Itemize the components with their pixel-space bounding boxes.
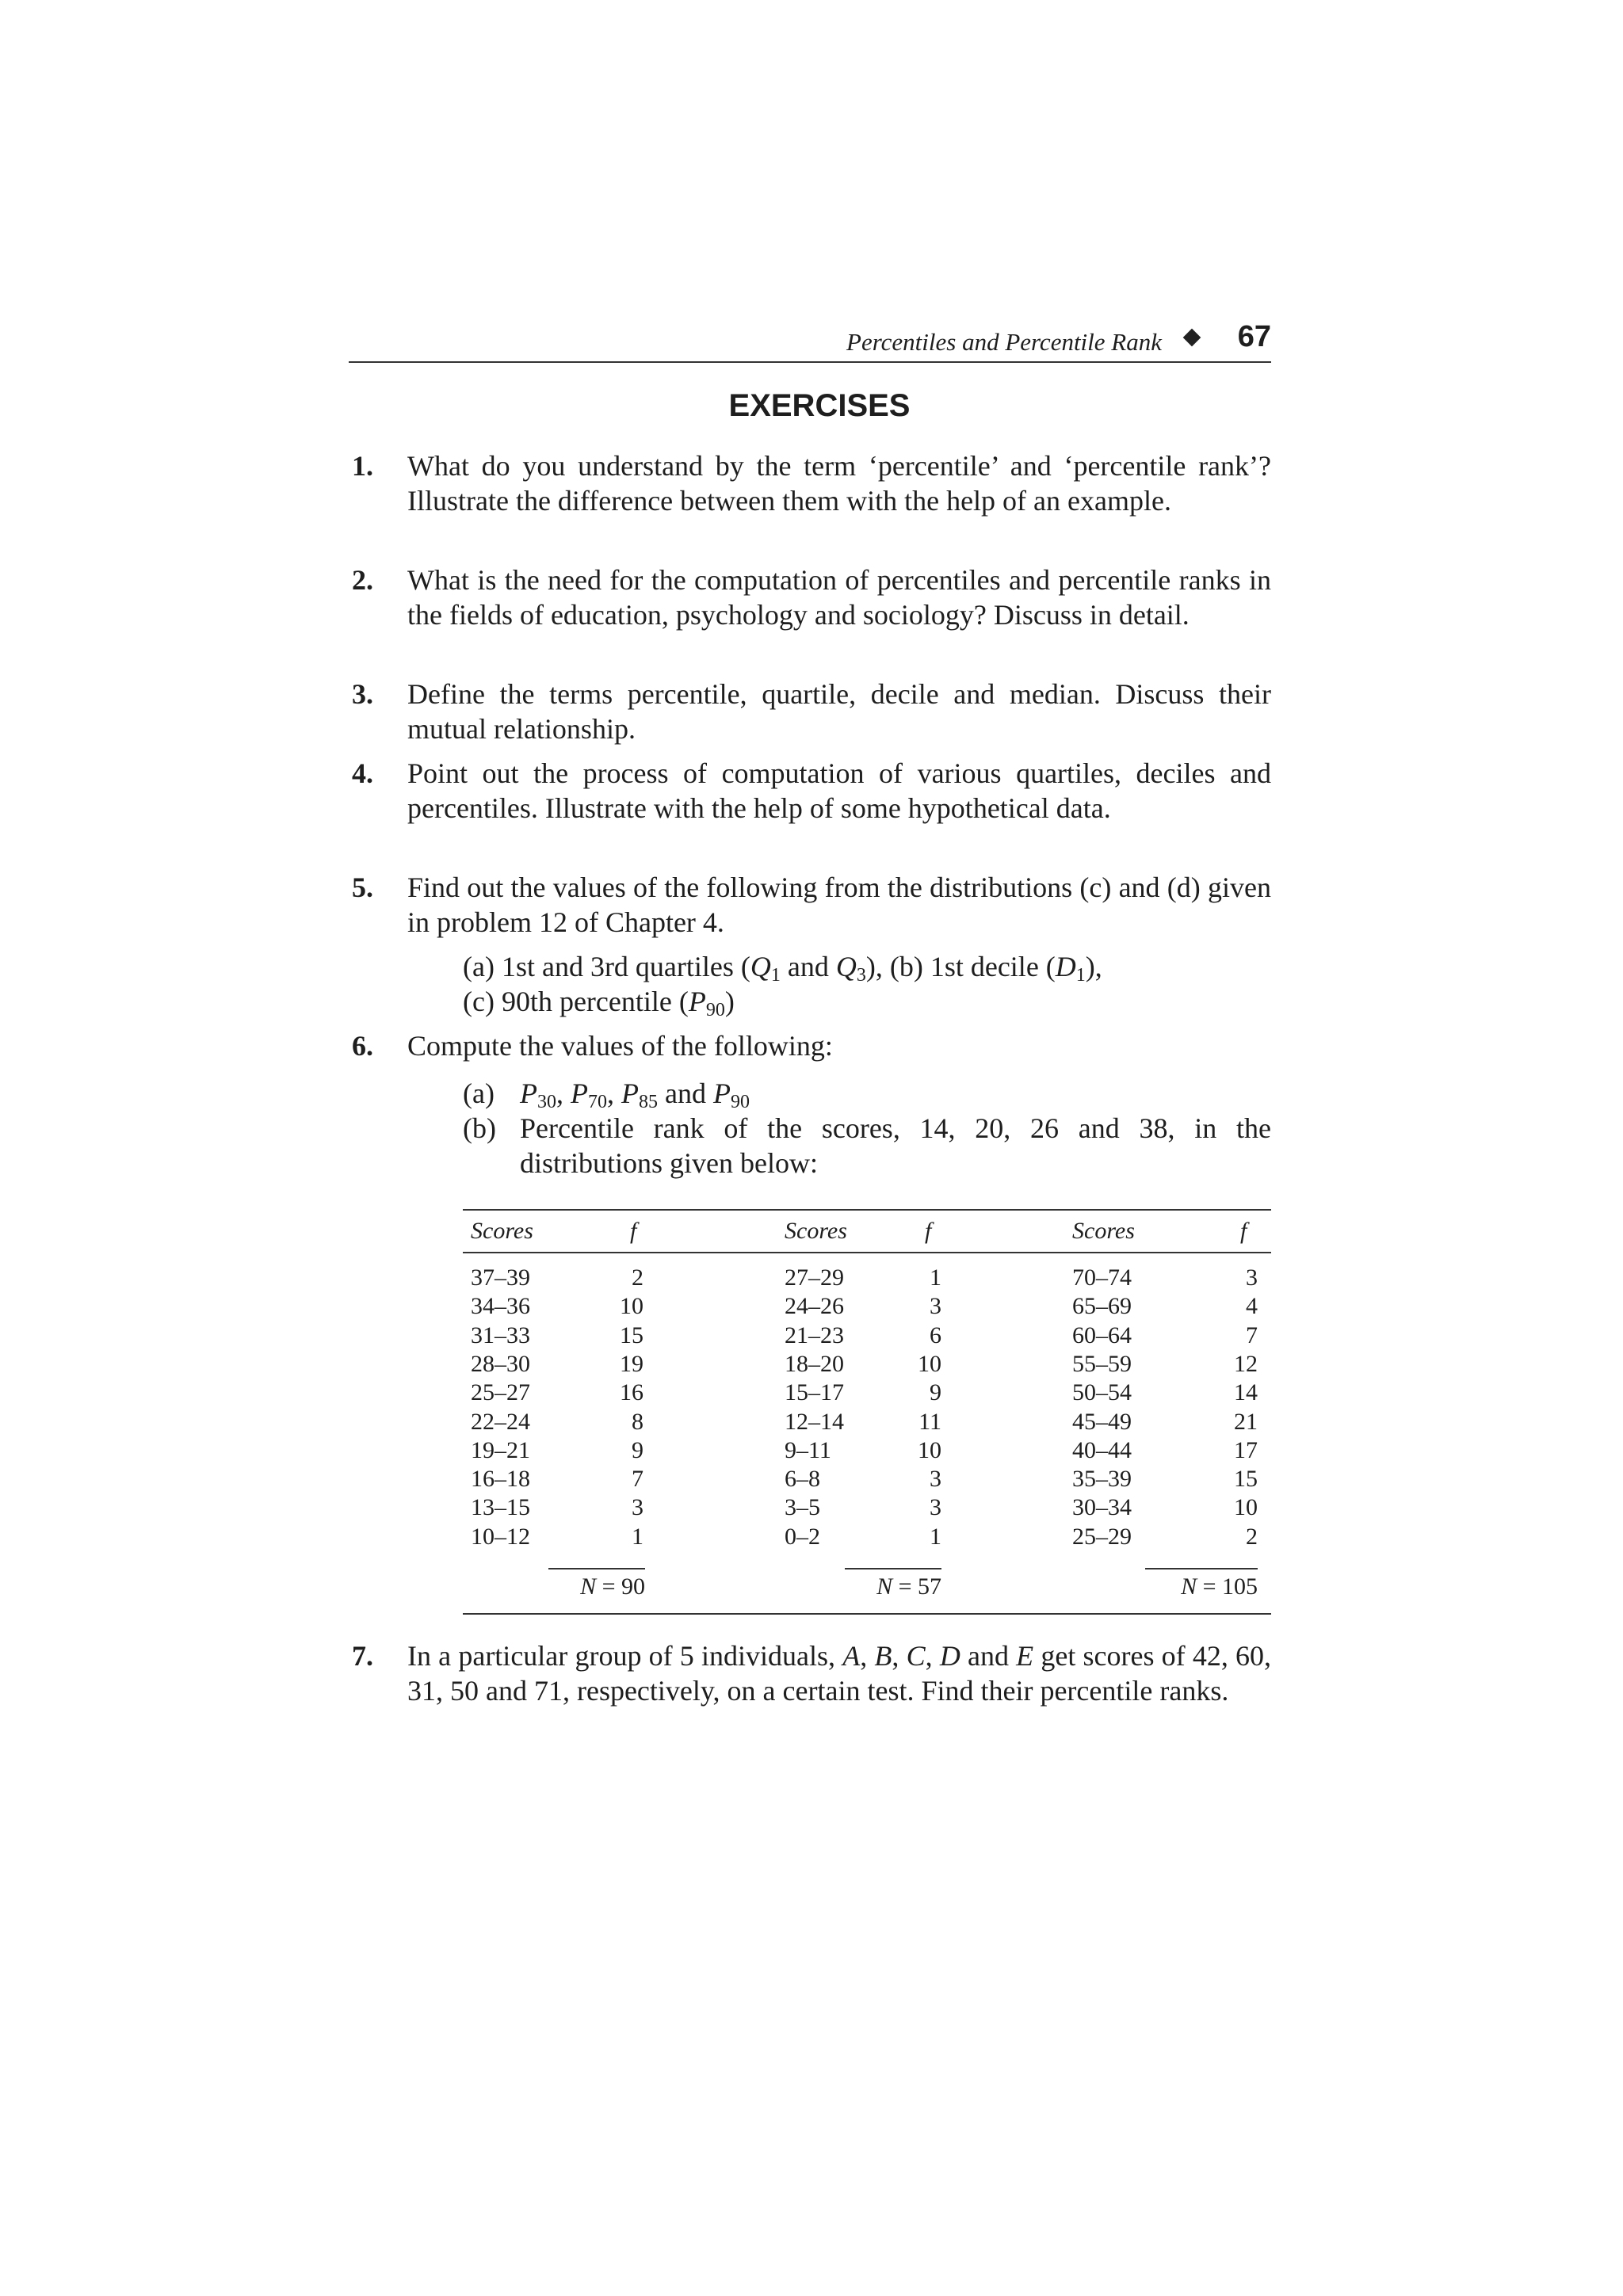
frequency-cell: 14 xyxy=(1234,1379,1258,1406)
frequency-cell: 10 xyxy=(918,1436,941,1463)
running-title: Percentiles and Percentile Rank xyxy=(846,328,1162,356)
header-f-2: f xyxy=(925,1218,932,1244)
sum-rule-3 xyxy=(1145,1568,1258,1569)
frequency-cell: 3 xyxy=(930,1293,941,1320)
exercise-text: Define the terms percentile, quartile, decile and median. Discuss their mutual relationship. xyxy=(407,678,1271,745)
sum-rule-1 xyxy=(548,1568,645,1569)
frequency-cell: 1 xyxy=(632,1523,643,1550)
score-range-cell: 22–24 xyxy=(471,1408,530,1435)
frequency-cell: 7 xyxy=(1246,1322,1258,1348)
frequency-cell: 3 xyxy=(930,1494,941,1521)
score-range-cell: 15–17 xyxy=(785,1379,844,1406)
table-bottom-rule xyxy=(463,1613,1271,1615)
score-range-cell: 40–44 xyxy=(1072,1436,1132,1463)
exercise-6a-label: (a) xyxy=(463,1077,495,1109)
frequency-cell: 10 xyxy=(620,1293,643,1320)
frequency-cell: 12 xyxy=(1234,1350,1258,1377)
score-range-cell: 3–5 xyxy=(785,1494,820,1521)
score-range-cell: 18–20 xyxy=(785,1350,844,1377)
frequency-cell: 11 xyxy=(918,1408,941,1435)
score-range-cell: 12–14 xyxy=(785,1408,844,1435)
score-range-cell: 13–15 xyxy=(471,1494,530,1521)
header-f-3: f xyxy=(1240,1218,1247,1244)
score-range-cell: 27–29 xyxy=(785,1264,844,1291)
exercise-6b-label: (b) xyxy=(463,1112,496,1144)
frequency-cell: 9 xyxy=(632,1436,643,1463)
diamond-icon xyxy=(1183,329,1201,347)
exercise-number: 7. xyxy=(352,1640,373,1672)
exercise-text: Find out the values of the following from the distributions (c) and (d) given in problem 12 of Chapter 4. xyxy=(407,871,1271,938)
frequency-cell: 3 xyxy=(1246,1264,1258,1291)
running-header xyxy=(349,317,1271,363)
frequency-cell: 15 xyxy=(620,1322,643,1348)
exercise-2 xyxy=(352,563,1271,632)
exercise-text: In a particular group of 5 individuals, A, B, C, D and E get scores of 42, 60, 31, 50 and 71, respectively, on a certain test. Find their percentile ranks. xyxy=(407,1640,1272,1707)
frequency-cell: 17 xyxy=(1234,1436,1258,1463)
exercise-5-line-1: (a) 1st and 3rd quartiles ($Q_1$ and $Q_3$), (b) 1st decile $(D_1)$, xyxy=(463,951,1102,986)
total-n-2: N = 57 xyxy=(876,1573,941,1600)
table-header-rule xyxy=(463,1252,1271,1253)
exercise-text: Compute the values of the following: xyxy=(407,1030,833,1062)
score-range-cell: 10–12 xyxy=(471,1523,530,1550)
table-top-rule xyxy=(463,1209,1271,1211)
page-number: 67 xyxy=(1237,320,1271,353)
exercise-text: Point out the process of computation of various quartiles, deciles and percentiles. Illustrate with the help of some hypothetical data. xyxy=(407,757,1271,824)
total-n-3: N = 105 xyxy=(1181,1573,1258,1600)
score-range-cell: 35–39 xyxy=(1072,1466,1132,1493)
score-range-cell: 21–23 xyxy=(785,1322,844,1348)
score-range-cell: 24–26 xyxy=(785,1293,844,1320)
frequency-cell: 2 xyxy=(632,1264,643,1291)
exercise-6 xyxy=(352,1028,1271,1063)
score-range-cell: 60–64 xyxy=(1072,1322,1132,1348)
score-range-cell: 30–34 xyxy=(1072,1494,1132,1521)
score-range-cell: 16–18 xyxy=(471,1466,530,1493)
frequency-cell: 1 xyxy=(930,1523,941,1550)
exercise-3 xyxy=(352,677,1271,746)
frequency-cell: 6 xyxy=(930,1322,941,1348)
frequency-cell: 3 xyxy=(632,1494,643,1521)
frequency-cell: 1 xyxy=(930,1264,941,1291)
score-range-cell: 9–11 xyxy=(785,1436,831,1463)
score-range-cell: 28–30 xyxy=(471,1350,530,1377)
exercises-heading: EXERCISES xyxy=(728,388,911,423)
header-f-1: f xyxy=(630,1218,637,1244)
frequency-cell: 10 xyxy=(918,1350,941,1377)
frequency-cell: 19 xyxy=(620,1350,643,1377)
frequency-cell: 9 xyxy=(930,1379,941,1406)
score-range-cell: 31–33 xyxy=(471,1322,530,1348)
exercise-text: What is the need for the computation of percentiles and percentile ranks in the fields of education, psychology and sociology? Discuss in detail. xyxy=(407,564,1271,631)
score-range-cell: 34–36 xyxy=(471,1293,530,1320)
score-range-cell: 50–54 xyxy=(1072,1379,1132,1406)
frequency-cell: 3 xyxy=(930,1466,941,1493)
frequency-cell: 8 xyxy=(632,1408,643,1435)
header-scores-2: Scores xyxy=(785,1218,847,1244)
sum-rule-2 xyxy=(845,1568,941,1569)
frequency-cell: 4 xyxy=(1246,1293,1258,1320)
score-range-cell: 70–74 xyxy=(1072,1264,1132,1291)
exercise-6a-text: $P_{30}$, $P_{70}$, $P_{85}$ and $P_{90}$ xyxy=(520,1077,750,1112)
exercise-5 xyxy=(352,870,1271,940)
score-range-cell: 65–69 xyxy=(1072,1293,1132,1320)
exercise-6b-text: Percentile rank of the scores, 14, 20, 26 and 38, in the distributions given below: xyxy=(520,1112,1271,1179)
frequency-cell: 2 xyxy=(1246,1523,1258,1550)
frequency-cell: 10 xyxy=(1234,1494,1258,1521)
score-range-cell: 37–39 xyxy=(471,1264,530,1291)
score-range-cell: 6–8 xyxy=(785,1466,820,1493)
frequency-cell: 7 xyxy=(632,1466,643,1493)
total-n-1: N = 90 xyxy=(580,1573,645,1600)
exercise-number: 2. xyxy=(352,564,373,596)
exercise-number: 5. xyxy=(352,871,373,903)
exercise-number: 3. xyxy=(352,678,373,710)
exercise-1 xyxy=(352,448,1271,518)
exercise-5-subparts xyxy=(463,949,1271,1019)
score-range-cell: 25–27 xyxy=(471,1379,530,1406)
score-range-cell: 25–29 xyxy=(1072,1523,1132,1550)
exercise-7 xyxy=(352,1638,1272,1708)
exercise-number: 1. xyxy=(352,450,373,482)
frequency-cell: 16 xyxy=(620,1379,643,1406)
score-range-cell: 45–49 xyxy=(1072,1408,1132,1435)
frequency-cell: 15 xyxy=(1234,1466,1258,1493)
header-scores-1: Scores xyxy=(471,1218,533,1244)
exercise-text: What do you understand by the term ‘percentile’ and ‘percentile rank’? Illustrate the difference between them with the help of an example. xyxy=(407,450,1271,517)
frequency-cell: 21 xyxy=(1234,1408,1258,1435)
score-range-cell: 0–2 xyxy=(785,1523,820,1550)
exercise-5-line-2: (c) 90th percentile $(P_{90})$ xyxy=(463,986,735,1020)
exercise-number: 6. xyxy=(352,1030,373,1062)
exercise-4 xyxy=(352,756,1271,826)
score-range-cell: 55–59 xyxy=(1072,1350,1132,1377)
header-scores-3: Scores xyxy=(1072,1218,1135,1244)
score-range-cell: 19–21 xyxy=(471,1436,530,1463)
exercise-number: 4. xyxy=(352,757,373,789)
